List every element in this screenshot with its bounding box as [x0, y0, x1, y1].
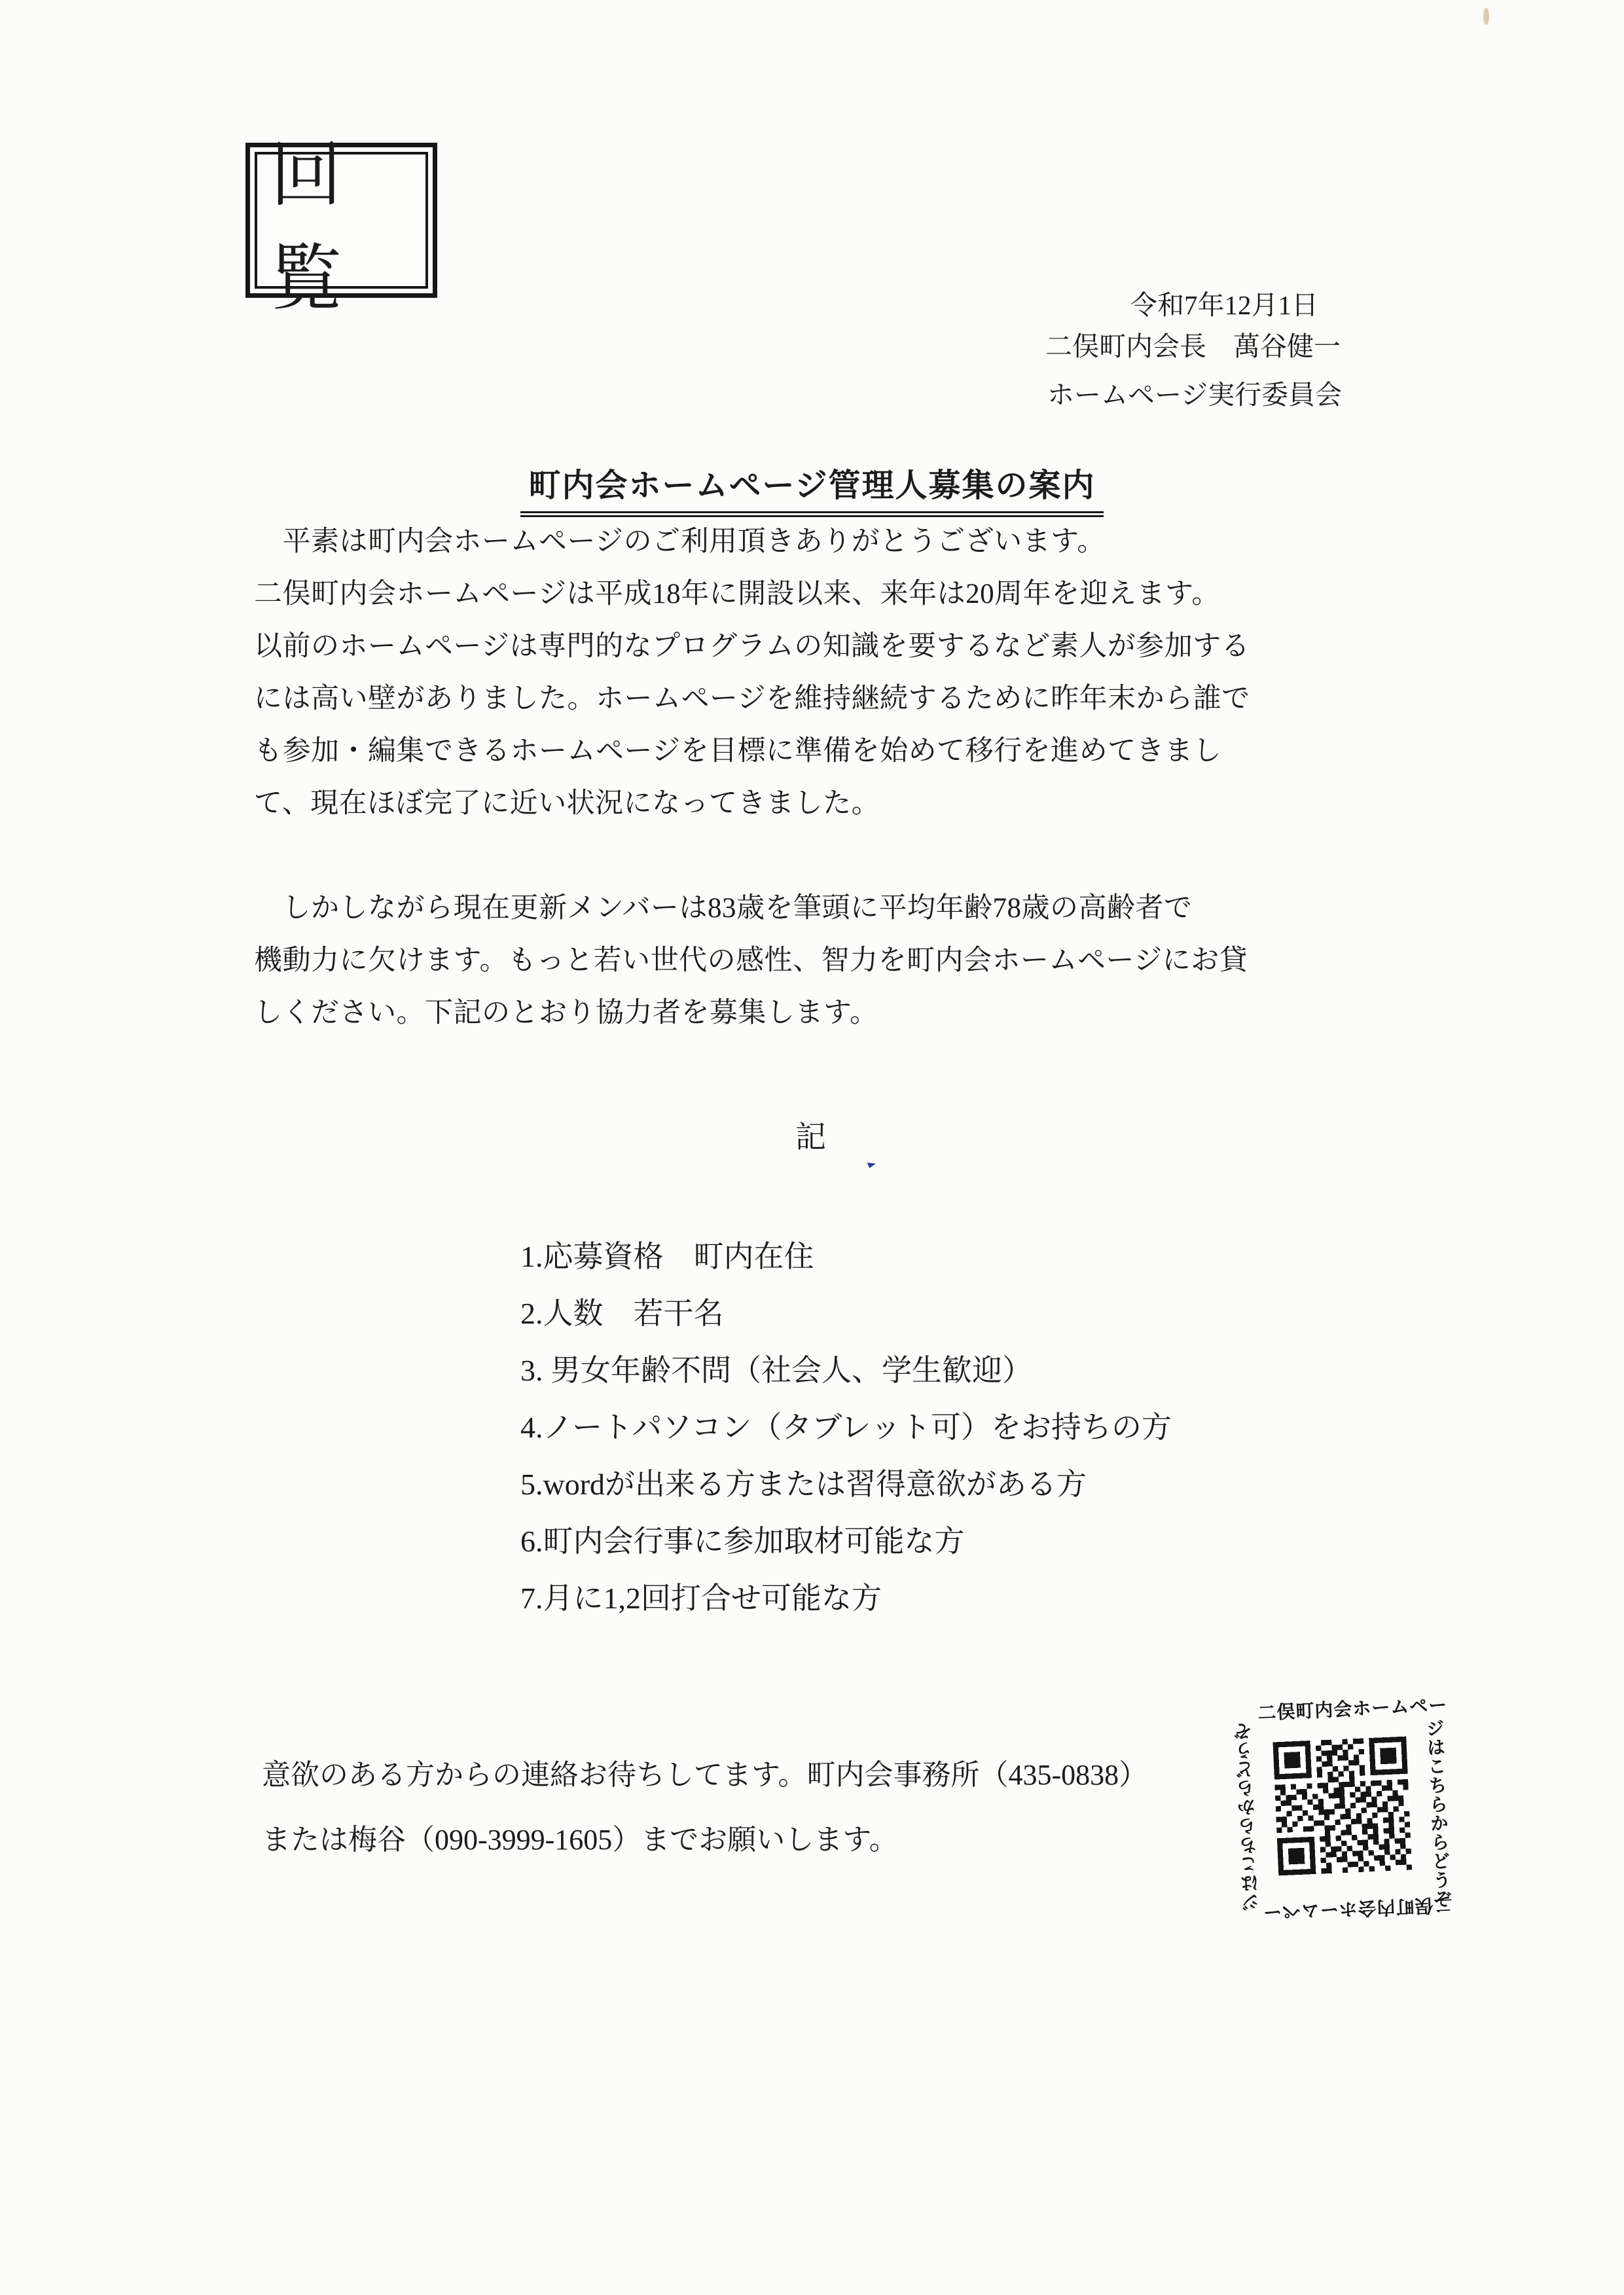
- contact-line: 意欲のある方からの連絡お待ちしてます。町内会事務所（435-0838）: [262, 1759, 1148, 1791]
- paragraph-line: しかしながら現在更新メンバーは83歳を筆頭に平均年齢78歳の高齢者で: [254, 893, 1193, 924]
- qr-caption-left: ジはこちらからどうぞ: [1233, 1721, 1262, 1912]
- list-item: 4.ノートパソコン（タブレット可）をお持ちの方: [520, 1411, 1172, 1444]
- list-item: 2.人数 若干名: [520, 1297, 724, 1330]
- notation-header: 記: [795, 1121, 829, 1155]
- qr-caption-bottom: 二俣町内会ホームペー: [1262, 1894, 1453, 1923]
- paragraph-line: 以前のホームページは専門的なプログラムの知識を要するなど素人が参加する: [254, 631, 1250, 662]
- homepage-qr-stamp: [1233, 1695, 1453, 1924]
- paragraph-line: も参加・編集できるホームページを目標に準備を始めて移行を進めてきまし: [254, 736, 1222, 767]
- sender-name: 二俣町内会長 萬谷健一: [1045, 331, 1341, 361]
- paragraph-intro: [254, 516, 1393, 830]
- circulation-stamp-inner-border: [255, 135, 428, 319]
- pen-mark: [867, 1160, 876, 1168]
- list-item: 1.応募資格 町内在住: [520, 1240, 814, 1273]
- qr-caption-right: ジはこちらからどうぞ: [1424, 1718, 1453, 1909]
- paragraph-line: には高い壁がありました。ホームページを維持継続するために昨年末から誰で: [254, 683, 1250, 714]
- scan-speck: [1483, 8, 1489, 25]
- paragraph-line: 平素は町内会ホームページのご利用頂きありがとうございます。: [254, 526, 1106, 557]
- paragraph-line: 二俣町内会ホームページは平成18年に開設以来、来年は20周年を迎えます。: [254, 579, 1220, 609]
- circulation-stamp-label: 回覧: [270, 135, 355, 319]
- list-item: 7.月に1,2回打合せ可能な方: [520, 1581, 882, 1615]
- paragraph-line: 機動力に欠けます。もっと若い世代の感性、智力を町内会ホームページにお貸: [254, 945, 1248, 976]
- sender-committee: ホームページ実行委員会: [1047, 380, 1343, 410]
- list-item: 3. 男女年齢不問（社会人、学生歓迎）: [520, 1354, 1032, 1387]
- list-item: 6.町内会行事に参加取材可能な方: [520, 1525, 965, 1558]
- page-title: 町内会ホームページ管理人募集の案内: [520, 460, 1103, 517]
- qr-code: [1272, 1734, 1412, 1879]
- document-date: 令和7年12月1日: [1130, 290, 1318, 320]
- list-item: 5.wordが出来る方または習得意欲がある方: [520, 1468, 1087, 1501]
- circulation-stamp: [245, 135, 437, 319]
- requirements-list: [520, 1228, 1172, 1627]
- contact-info: [262, 1743, 1147, 1872]
- paragraph-line: て、現在ほぼ完了に近い状況になってきました。: [254, 788, 880, 819]
- paragraph-line: しください。下記のとおり協力者を募集します。: [254, 998, 878, 1028]
- contact-line: または梅谷（090-3999-1605）までお願いします。: [262, 1824, 898, 1856]
- qr-caption-top: 二俣町内会ホームペー: [1257, 1694, 1448, 1724]
- paragraph-request: [254, 882, 1393, 1039]
